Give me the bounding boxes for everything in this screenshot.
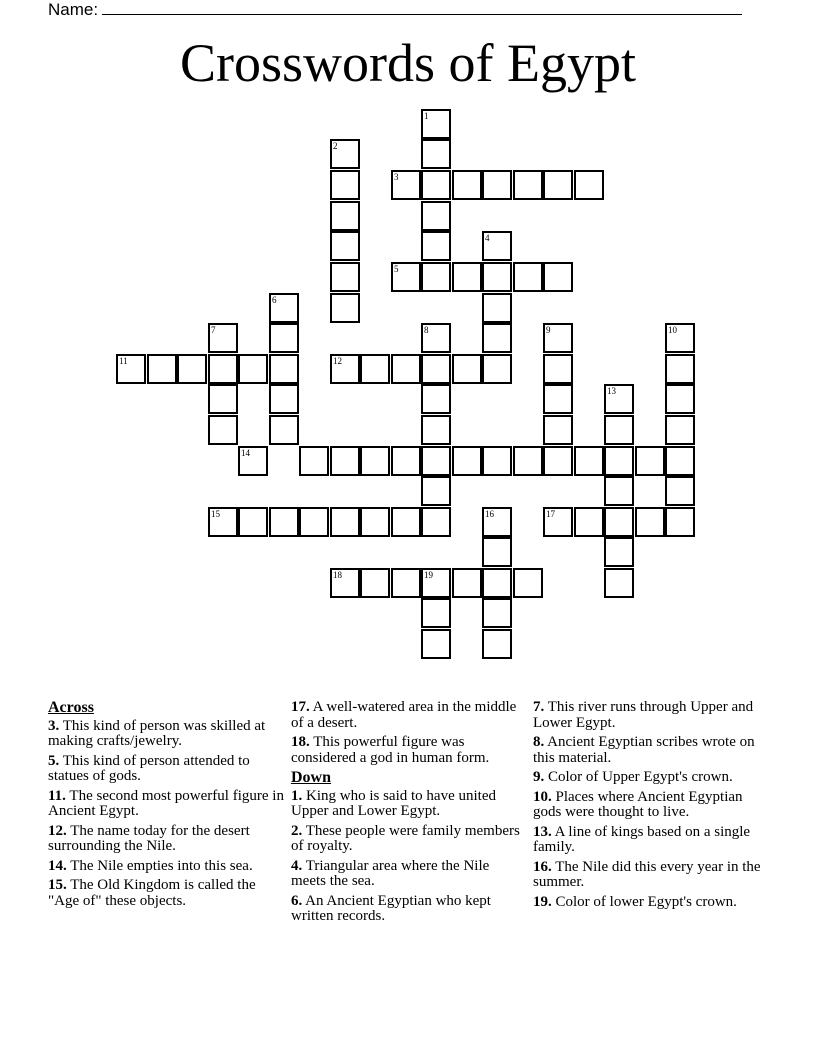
- grid-cell[interactable]: [543, 384, 573, 414]
- grid-cell[interactable]: [391, 568, 421, 598]
- grid-cell[interactable]: [208, 415, 238, 445]
- grid-cell[interactable]: [330, 231, 360, 261]
- clue-number: 18: [333, 570, 342, 580]
- clue-item-text: An Ancient Egyptian who kept written records.: [291, 892, 491, 924]
- grid-cell[interactable]: [482, 231, 512, 261]
- grid-cell[interactable]: [574, 170, 604, 200]
- grid-cell[interactable]: [330, 201, 360, 231]
- clue-item-text: A well-watered area in the middle of a desert.: [291, 699, 517, 731]
- grid-cell[interactable]: [635, 507, 665, 537]
- grid-cell[interactable]: [543, 446, 573, 476]
- clue-item-number: 11.: [48, 787, 66, 804]
- grid-cell[interactable]: [543, 415, 573, 445]
- grid-cell[interactable]: [360, 507, 390, 537]
- clue-item: [48, 878, 284, 909]
- clue-item-text: Color of Upper Egypt's crown.: [544, 769, 733, 785]
- grid-cell[interactable]: [177, 354, 207, 384]
- clue-item: [48, 754, 284, 785]
- grid-cell[interactable]: [482, 262, 512, 292]
- grid-cell[interactable]: [421, 629, 451, 659]
- grid-cell[interactable]: [452, 170, 482, 200]
- clue-item-text: The Nile did this every year in the summer.: [533, 858, 761, 890]
- grid-cell[interactable]: [360, 568, 390, 598]
- grid-cell[interactable]: [665, 415, 695, 445]
- grid-cell[interactable]: [482, 507, 512, 537]
- grid-cell[interactable]: [421, 170, 451, 200]
- clue-item-number: 12.: [48, 822, 67, 839]
- grid-cell[interactable]: [452, 354, 482, 384]
- clue-number: 11: [119, 356, 128, 366]
- clue-number: 5: [394, 264, 399, 274]
- grid-cell[interactable]: [421, 415, 451, 445]
- grid-cell[interactable]: [330, 262, 360, 292]
- grid-cell[interactable]: [360, 354, 390, 384]
- clue-item-number: 2.: [291, 822, 303, 839]
- grid-cell[interactable]: [147, 354, 177, 384]
- grid-cell[interactable]: [635, 446, 665, 476]
- grid-cell[interactable]: [269, 323, 299, 353]
- grid-cell[interactable]: [269, 384, 299, 414]
- grid-cell[interactable]: [330, 293, 360, 323]
- grid-cell[interactable]: [665, 323, 695, 353]
- grid-cell[interactable]: [574, 446, 604, 476]
- grid-cell[interactable]: [238, 507, 268, 537]
- clue-item-text: Color of lower Egypt's crown.: [551, 893, 737, 910]
- grid-cell[interactable]: [482, 629, 512, 659]
- grid-cell[interactable]: [604, 384, 634, 414]
- grid-cell[interactable]: [330, 139, 360, 169]
- clue-number: 19: [424, 570, 433, 580]
- grid-cell[interactable]: [269, 354, 299, 384]
- clue-item: [48, 719, 284, 750]
- clue-number: 1: [424, 111, 429, 121]
- clue-item-number: 10.: [533, 788, 552, 805]
- clue-number: 16: [485, 509, 494, 519]
- grid-cell[interactable]: [421, 262, 451, 292]
- grid-cell[interactable]: [421, 446, 451, 476]
- clue-item-text: King who is said to have united Upper and Lower Egypt.: [291, 787, 496, 819]
- grid-cell[interactable]: [482, 293, 512, 323]
- grid-cell[interactable]: [238, 446, 268, 476]
- grid-cell[interactable]: [543, 323, 573, 353]
- grid-cell[interactable]: [604, 476, 634, 506]
- grid-cell[interactable]: [421, 139, 451, 169]
- grid-cell[interactable]: [513, 446, 543, 476]
- grid-cell[interactable]: [360, 446, 390, 476]
- clue-item: [291, 700, 527, 731]
- grid-cell[interactable]: [269, 415, 299, 445]
- clue-item-number: 1.: [291, 787, 303, 804]
- grid-cell[interactable]: [482, 323, 512, 353]
- clue-item-text: This kind of person was skilled at making crafts/jewelry.: [48, 717, 266, 749]
- clue-item-number: 8.: [533, 734, 545, 750]
- grid-cell[interactable]: [391, 262, 421, 292]
- clue-column-2: [291, 700, 527, 929]
- grid-cell[interactable]: [543, 262, 573, 292]
- clue-item: [48, 859, 284, 875]
- name-field: [48, 0, 742, 19]
- grid-cell[interactable]: [513, 170, 543, 200]
- grid-cell[interactable]: [665, 476, 695, 506]
- grid-cell[interactable]: [574, 507, 604, 537]
- grid-cell[interactable]: [482, 170, 512, 200]
- grid-cell[interactable]: [116, 354, 146, 384]
- clue-number: 10: [668, 325, 677, 335]
- grid-cell[interactable]: [604, 446, 634, 476]
- clue-item-number: 15.: [48, 877, 67, 893]
- grid-cell[interactable]: [421, 384, 451, 414]
- grid-cell[interactable]: [208, 323, 238, 353]
- grid-cell[interactable]: [391, 354, 421, 384]
- grid-cell[interactable]: [299, 446, 329, 476]
- grid-cell[interactable]: [208, 384, 238, 414]
- name-label: Name:: [48, 0, 99, 19]
- clue-number: 6: [272, 295, 277, 305]
- grid-cell[interactable]: [421, 476, 451, 506]
- grid-cell[interactable]: [421, 568, 451, 598]
- grid-cell[interactable]: [604, 507, 634, 537]
- clue-item-number: 19.: [533, 893, 552, 910]
- clue-item-number: 18.: [291, 734, 310, 750]
- clue-item-text: This river runs through Upper and Lower Egypt.: [533, 699, 754, 731]
- grid-cell[interactable]: [543, 170, 573, 200]
- name-blank-line[interactable]: [102, 0, 742, 15]
- grid-cell[interactable]: [391, 446, 421, 476]
- grid-cell[interactable]: [452, 568, 482, 598]
- grid-cell[interactable]: [513, 262, 543, 292]
- grid-cell[interactable]: [665, 507, 695, 537]
- grid-cell[interactable]: [330, 354, 360, 384]
- clue-item-number: 4.: [291, 857, 303, 874]
- clue-item-text: Places where Ancient Egyptian gods were thought to live.: [533, 788, 743, 820]
- clue-item-text: The name today for the desert surrounding the Nile.: [48, 822, 250, 854]
- clue-number: 14: [241, 448, 250, 458]
- grid-cell[interactable]: [604, 415, 634, 445]
- clue-number: 4: [485, 233, 490, 243]
- grid-cell[interactable]: [482, 354, 512, 384]
- clue-item-number: 16.: [533, 858, 552, 875]
- clue-item-text: The second most powerful figure in Ancient Egypt.: [48, 787, 284, 819]
- grid-cell[interactable]: [482, 446, 512, 476]
- clue-item-number: 5.: [48, 752, 60, 769]
- clue-item-text: The Old Kingdom is called the "Age of" these objects.: [48, 877, 256, 909]
- clue-item: [533, 770, 763, 786]
- grid-cell[interactable]: [452, 262, 482, 292]
- clue-item-number: 6.: [291, 892, 303, 909]
- grid-cell[interactable]: [421, 507, 451, 537]
- clue-item-number: 13.: [533, 823, 552, 840]
- grid-cell[interactable]: [543, 507, 573, 537]
- clue-number: 7: [211, 325, 216, 335]
- clue-item: [291, 859, 527, 890]
- clue-number: 2: [333, 141, 338, 151]
- grid-cell[interactable]: [330, 446, 360, 476]
- grid-cell[interactable]: [391, 170, 421, 200]
- clue-item-number: 14.: [48, 857, 67, 874]
- down-heading: Down: [291, 769, 332, 786]
- clue-item: [533, 860, 763, 891]
- clue-item: [291, 735, 527, 766]
- clue-item: [291, 894, 527, 925]
- grid-cell[interactable]: [299, 507, 329, 537]
- clue-item: [533, 895, 763, 911]
- grid-cell[interactable]: [238, 354, 268, 384]
- grid-cell[interactable]: [665, 384, 695, 414]
- clue-item-text: These people were family members of royalty.: [291, 822, 520, 854]
- across-heading: Across: [48, 699, 94, 716]
- grid-cell[interactable]: [482, 537, 512, 567]
- clue-item-text: This kind of person attended to statues of gods.: [48, 752, 250, 784]
- grid-cell[interactable]: [604, 568, 634, 598]
- clue-item: [533, 825, 763, 856]
- grid-cell[interactable]: [482, 568, 512, 598]
- grid-cell[interactable]: [421, 109, 451, 139]
- grid-cell[interactable]: [208, 354, 238, 384]
- clue-item-number: 3.: [48, 717, 60, 734]
- grid-cell[interactable]: [421, 231, 451, 261]
- clue-number: 13: [607, 386, 616, 396]
- grid-cell[interactable]: [391, 507, 421, 537]
- clue-number: 17: [546, 509, 555, 519]
- grid-cell[interactable]: [513, 568, 543, 598]
- clue-item-text: This powerful figure was considered a god in human form.: [291, 734, 490, 766]
- grid-cell[interactable]: [665, 354, 695, 384]
- clue-column-1: [48, 700, 284, 913]
- clue-item: [291, 824, 527, 855]
- page-title: Crosswords of Egypt: [180, 33, 636, 93]
- clue-item: [533, 700, 763, 731]
- grid-cell[interactable]: [421, 598, 451, 628]
- clue-number: 9: [546, 325, 551, 335]
- grid-cell[interactable]: [208, 507, 238, 537]
- grid-cell[interactable]: [269, 293, 299, 323]
- grid-cell[interactable]: [269, 507, 299, 537]
- clue-item-text: Triangular area where the Nile meets the sea.: [291, 857, 490, 889]
- grid-cell[interactable]: [421, 323, 451, 353]
- grid-cell[interactable]: [665, 446, 695, 476]
- clue-number: 12: [333, 356, 342, 366]
- clue-item-number: 9.: [533, 769, 545, 785]
- grid-cell[interactable]: [452, 446, 482, 476]
- clue-item: [533, 790, 763, 821]
- clue-item: [291, 789, 527, 820]
- clue-number: 8: [424, 325, 429, 335]
- clue-item: [533, 735, 763, 766]
- clue-item: [48, 824, 284, 855]
- grid-cell[interactable]: [421, 354, 451, 384]
- grid-cell[interactable]: [604, 537, 634, 567]
- clue-item: [48, 789, 284, 820]
- clue-number: 15: [211, 509, 220, 519]
- grid-cell[interactable]: [421, 201, 451, 231]
- clue-item-text: The Nile empties into this sea.: [66, 857, 253, 874]
- clue-item-number: 7.: [533, 699, 545, 715]
- grid-cell[interactable]: [482, 598, 512, 628]
- clue-column-3: [533, 700, 763, 914]
- clue-item-text: A line of kings based on a single family.: [533, 823, 751, 855]
- clue-number: 3: [394, 172, 399, 182]
- clue-item-text: Ancient Egyptian scribes wrote on this material.: [533, 734, 755, 766]
- grid-cell[interactable]: [543, 354, 573, 384]
- grid-cell[interactable]: [330, 507, 360, 537]
- clue-item-number: 17.: [291, 699, 310, 715]
- grid-cell[interactable]: [330, 568, 360, 598]
- grid-cell[interactable]: [330, 170, 360, 200]
